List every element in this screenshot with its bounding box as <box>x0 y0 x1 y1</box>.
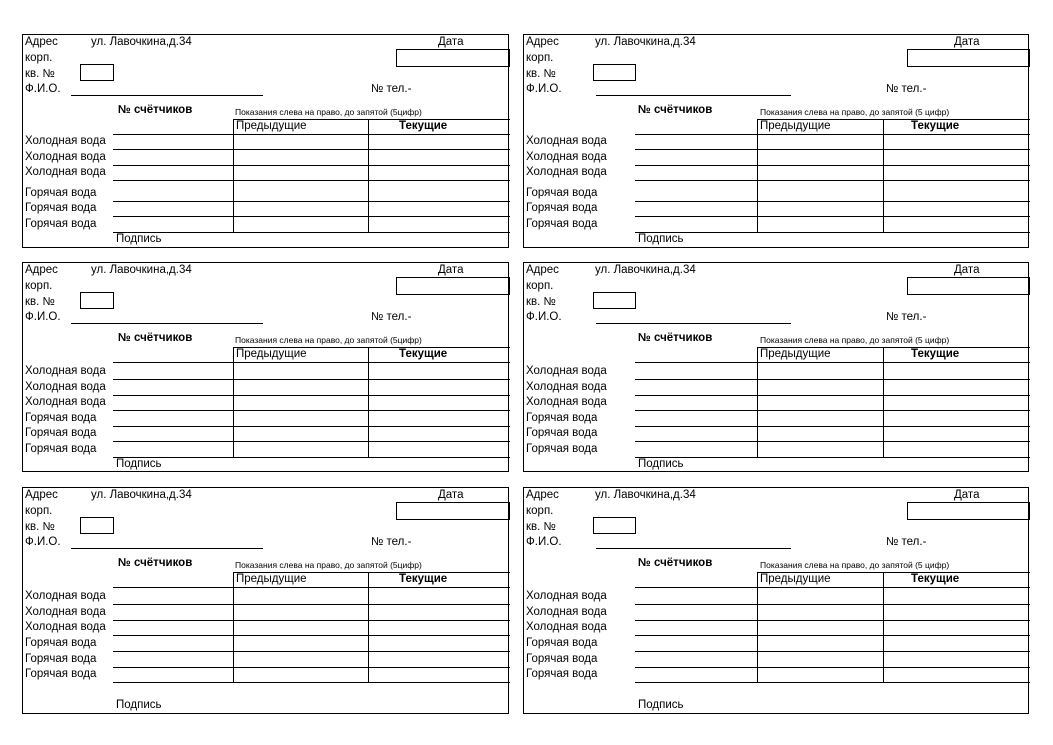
address-value: ул. Лавочкина,д.34 <box>595 36 696 48</box>
meter-row-line[interactable] <box>113 379 510 380</box>
meter-row-line[interactable] <box>113 232 510 233</box>
meter-reading-form <box>22 262 509 472</box>
meters-label: № счётчиков <box>638 332 713 344</box>
fio-label: Ф.И.О. <box>526 83 562 95</box>
column-divider-previous <box>757 119 758 232</box>
previous-readings-header: Предыдущие <box>236 348 307 360</box>
date-label: Дата <box>438 489 464 501</box>
meter-row-line[interactable] <box>113 201 510 202</box>
apartment-field[interactable] <box>80 292 114 309</box>
apartment-field[interactable] <box>593 64 636 81</box>
korp-label: корп. <box>25 280 53 292</box>
address-value: ул. Лавочкина,д.34 <box>91 36 192 48</box>
apartment-field[interactable] <box>593 292 636 309</box>
header-bottom-line <box>113 134 510 135</box>
fio-field[interactable] <box>596 95 791 96</box>
current-readings-header: Текущие <box>911 348 960 360</box>
meter-row-line[interactable] <box>113 216 510 217</box>
meter-row-line[interactable] <box>635 216 1030 217</box>
fio-label: Ф.И.О. <box>526 536 562 548</box>
readings-note: Показания слева на право, до запятой (5цифр) <box>235 335 422 345</box>
meters-label: № счётчиков <box>118 557 193 569</box>
apartment-label: кв. № <box>526 296 556 308</box>
meter-row-label: Холодная вода <box>25 381 106 393</box>
meter-row-line[interactable] <box>635 667 1030 668</box>
meter-row-label: Горячая вода <box>25 443 97 455</box>
date-label: Дата <box>954 36 980 48</box>
fio-label: Ф.И.О. <box>25 83 61 95</box>
meter-row-label: Холодная вода <box>526 396 607 408</box>
fio-field[interactable] <box>596 323 791 324</box>
previous-readings-header: Предыдущие <box>760 120 831 132</box>
meter-row-line[interactable] <box>635 682 1030 683</box>
meter-row-line[interactable] <box>635 180 1030 181</box>
date-label: Дата <box>954 489 980 501</box>
previous-readings-header: Предыдущие <box>760 573 831 585</box>
column-divider-previous <box>757 572 758 682</box>
korp-label: корп. <box>526 52 554 64</box>
column-divider-current <box>368 119 369 232</box>
header-bottom-line <box>635 134 1030 135</box>
fio-label: Ф.И.О. <box>25 536 61 548</box>
address-label: Адрес <box>526 36 559 48</box>
meter-row-label: Холодная вода <box>526 135 607 147</box>
readings-note: Показания слева на право, до запятой (5 цифр) <box>760 560 950 570</box>
meter-row-label: Холодная вода <box>25 135 106 147</box>
date-field[interactable] <box>907 502 1030 520</box>
phone-label: № тел.- <box>371 311 412 323</box>
date-field[interactable] <box>396 49 510 67</box>
meter-row-line[interactable] <box>113 395 510 396</box>
meter-row-line[interactable] <box>113 426 510 427</box>
meter-reading-form <box>22 487 509 714</box>
current-readings-header: Текущие <box>399 348 448 360</box>
fio-label: Ф.И.О. <box>25 311 61 323</box>
meter-row-line[interactable] <box>635 165 1030 166</box>
meter-row-label: Горячая вода <box>25 202 97 214</box>
meter-row-label: Холодная вода <box>526 166 607 178</box>
apartment-field[interactable] <box>80 517 114 534</box>
column-divider-current <box>883 119 884 232</box>
meter-row-label: Холодная вода <box>25 365 106 377</box>
meter-row-line[interactable] <box>635 441 1030 442</box>
header-bottom-line <box>635 587 1030 588</box>
signature-label: Подпись <box>638 699 684 711</box>
previous-readings-header: Предыдущие <box>236 573 307 585</box>
meter-row-line[interactable] <box>113 165 510 166</box>
header-bottom-line <box>635 362 1030 363</box>
current-readings-header: Текущие <box>399 573 448 585</box>
readings-note: Показания слева на право, до запятой (5цифр) <box>235 560 422 570</box>
phone-label: № тел.- <box>886 311 927 323</box>
meter-row-line[interactable] <box>635 426 1030 427</box>
phone-label: № тел.- <box>886 536 927 548</box>
apartment-label: кв. № <box>25 296 55 308</box>
fio-field[interactable] <box>71 95 263 96</box>
korp-label: корп. <box>526 280 554 292</box>
apartment-label: кв. № <box>526 68 556 80</box>
phone-label: № тел.- <box>371 83 412 95</box>
readings-note: Показания слева на право, до запятой (5 цифр) <box>760 335 950 345</box>
meter-row-line[interactable] <box>635 457 1030 458</box>
column-divider-previous <box>233 572 234 682</box>
apartment-field[interactable] <box>593 517 636 534</box>
meter-row-line[interactable] <box>635 620 1030 621</box>
meter-row-label: Горячая вода <box>526 668 598 680</box>
meter-row-line[interactable] <box>635 651 1030 652</box>
meter-row-label: Холодная вода <box>25 396 106 408</box>
current-readings-header: Текущие <box>911 120 960 132</box>
fio-label: Ф.И.О. <box>526 311 562 323</box>
signature-label: Подпись <box>638 458 684 470</box>
address-value: ул. Лавочкина,д.34 <box>91 264 192 276</box>
meter-row-label: Холодная вода <box>25 621 106 633</box>
meter-row-label: Горячая вода <box>526 653 598 665</box>
meter-row-label: Холодная вода <box>25 590 106 602</box>
meter-reading-form <box>523 262 1029 472</box>
column-divider-current <box>368 347 369 457</box>
meter-row-line[interactable] <box>113 410 510 411</box>
meter-row-label: Горячая вода <box>25 412 97 424</box>
date-label: Дата <box>438 264 464 276</box>
meter-row-line[interactable] <box>113 620 510 621</box>
current-readings-header: Текущие <box>911 573 960 585</box>
column-divider-previous <box>757 347 758 457</box>
fio-field[interactable] <box>596 548 791 549</box>
meter-reading-form <box>22 34 509 248</box>
readings-note: Показания слева на право, до запятой (5цифр) <box>235 107 422 117</box>
meter-row-line[interactable] <box>113 635 510 636</box>
meter-row-label: Горячая вода <box>25 637 97 649</box>
header-bottom-line <box>113 587 510 588</box>
meters-label: № счётчиков <box>638 557 713 569</box>
meter-row-label: Горячая вода <box>526 187 598 199</box>
korp-label: корп. <box>526 505 554 517</box>
apartment-label: кв. № <box>25 521 55 533</box>
meter-row-label: Холодная вода <box>526 590 607 602</box>
address-label: Адрес <box>526 489 559 501</box>
column-divider-current <box>883 572 884 682</box>
meter-row-label: Холодная вода <box>526 151 607 163</box>
address-label: Адрес <box>25 264 58 276</box>
apartment-label: кв. № <box>25 68 55 80</box>
date-field[interactable] <box>396 502 510 520</box>
meter-row-line[interactable] <box>113 651 510 652</box>
meter-row-line[interactable] <box>113 604 510 605</box>
meter-row-line[interactable] <box>113 149 510 150</box>
apartment-label: кв. № <box>526 521 556 533</box>
meter-row-line[interactable] <box>635 410 1030 411</box>
meter-row-label: Горячая вода <box>526 218 598 230</box>
signature-label: Подпись <box>116 699 162 711</box>
meter-row-label: Горячая вода <box>25 653 97 665</box>
address-label: Адрес <box>526 264 559 276</box>
meter-row-label: Холодная вода <box>25 166 106 178</box>
meter-reading-form <box>523 34 1029 248</box>
column-divider-current <box>883 347 884 457</box>
column-divider-current <box>368 572 369 682</box>
meters-label: № счётчиков <box>118 104 193 116</box>
date-label: Дата <box>438 36 464 48</box>
meters-label: № счётчиков <box>118 332 193 344</box>
meter-row-line[interactable] <box>113 682 510 683</box>
column-divider-previous <box>233 347 234 457</box>
meter-row-label: Горячая вода <box>25 187 97 199</box>
meter-row-line[interactable] <box>635 201 1030 202</box>
meter-row-line[interactable] <box>113 441 510 442</box>
meter-row-line[interactable] <box>635 604 1030 605</box>
meter-row-label: Горячая вода <box>526 637 598 649</box>
date-field[interactable] <box>907 277 1030 295</box>
previous-readings-header: Предыдущие <box>760 348 831 360</box>
date-field[interactable] <box>907 49 1030 67</box>
meter-row-label: Горячая вода <box>25 218 97 230</box>
meter-row-label: Холодная вода <box>526 381 607 393</box>
korp-label: корп. <box>25 505 53 517</box>
date-field[interactable] <box>396 277 510 295</box>
fio-field[interactable] <box>71 323 263 324</box>
meter-row-line[interactable] <box>635 635 1030 636</box>
meter-row-line[interactable] <box>113 667 510 668</box>
column-divider-previous <box>233 119 234 232</box>
meter-row-label: Горячая вода <box>526 427 598 439</box>
meter-reading-form <box>523 487 1029 714</box>
meter-row-line[interactable] <box>635 395 1030 396</box>
meter-row-label: Горячая вода <box>25 427 97 439</box>
meter-row-line[interactable] <box>113 180 510 181</box>
address-label: Адрес <box>25 36 58 48</box>
phone-label: № тел.- <box>371 536 412 548</box>
previous-readings-header: Предыдущие <box>236 120 307 132</box>
meters-label: № счётчиков <box>638 104 713 116</box>
meter-row-line[interactable] <box>635 232 1030 233</box>
korp-label: корп. <box>25 52 53 64</box>
address-label: Адрес <box>25 489 58 501</box>
meter-row-label: Холодная вода <box>526 365 607 377</box>
meter-row-label: Горячая вода <box>526 412 598 424</box>
fio-field[interactable] <box>71 548 263 549</box>
current-readings-header: Текущие <box>399 120 448 132</box>
address-value: ул. Лавочкина,д.34 <box>91 489 192 501</box>
signature-label: Подпись <box>116 458 162 470</box>
apartment-field[interactable] <box>80 64 114 81</box>
address-value: ул. Лавочкина,д.34 <box>595 489 696 501</box>
meter-row-label: Холодная вода <box>25 151 106 163</box>
meter-row-label: Холодная вода <box>526 606 607 618</box>
phone-label: № тел.- <box>886 83 927 95</box>
meter-row-line[interactable] <box>635 379 1030 380</box>
meter-row-label: Горячая вода <box>526 443 598 455</box>
header-bottom-line <box>113 362 510 363</box>
signature-label: Подпись <box>116 233 162 245</box>
address-value: ул. Лавочкина,д.34 <box>595 264 696 276</box>
meter-row-label: Холодная вода <box>25 606 106 618</box>
meter-row-line[interactable] <box>113 457 510 458</box>
meter-row-label: Горячая вода <box>526 202 598 214</box>
meter-row-label: Горячая вода <box>25 668 97 680</box>
signature-label: Подпись <box>638 233 684 245</box>
meter-row-line[interactable] <box>635 149 1030 150</box>
meter-row-label: Холодная вода <box>526 621 607 633</box>
date-label: Дата <box>954 264 980 276</box>
readings-note: Показания слева на право, до запятой (5 цифр) <box>760 107 950 117</box>
